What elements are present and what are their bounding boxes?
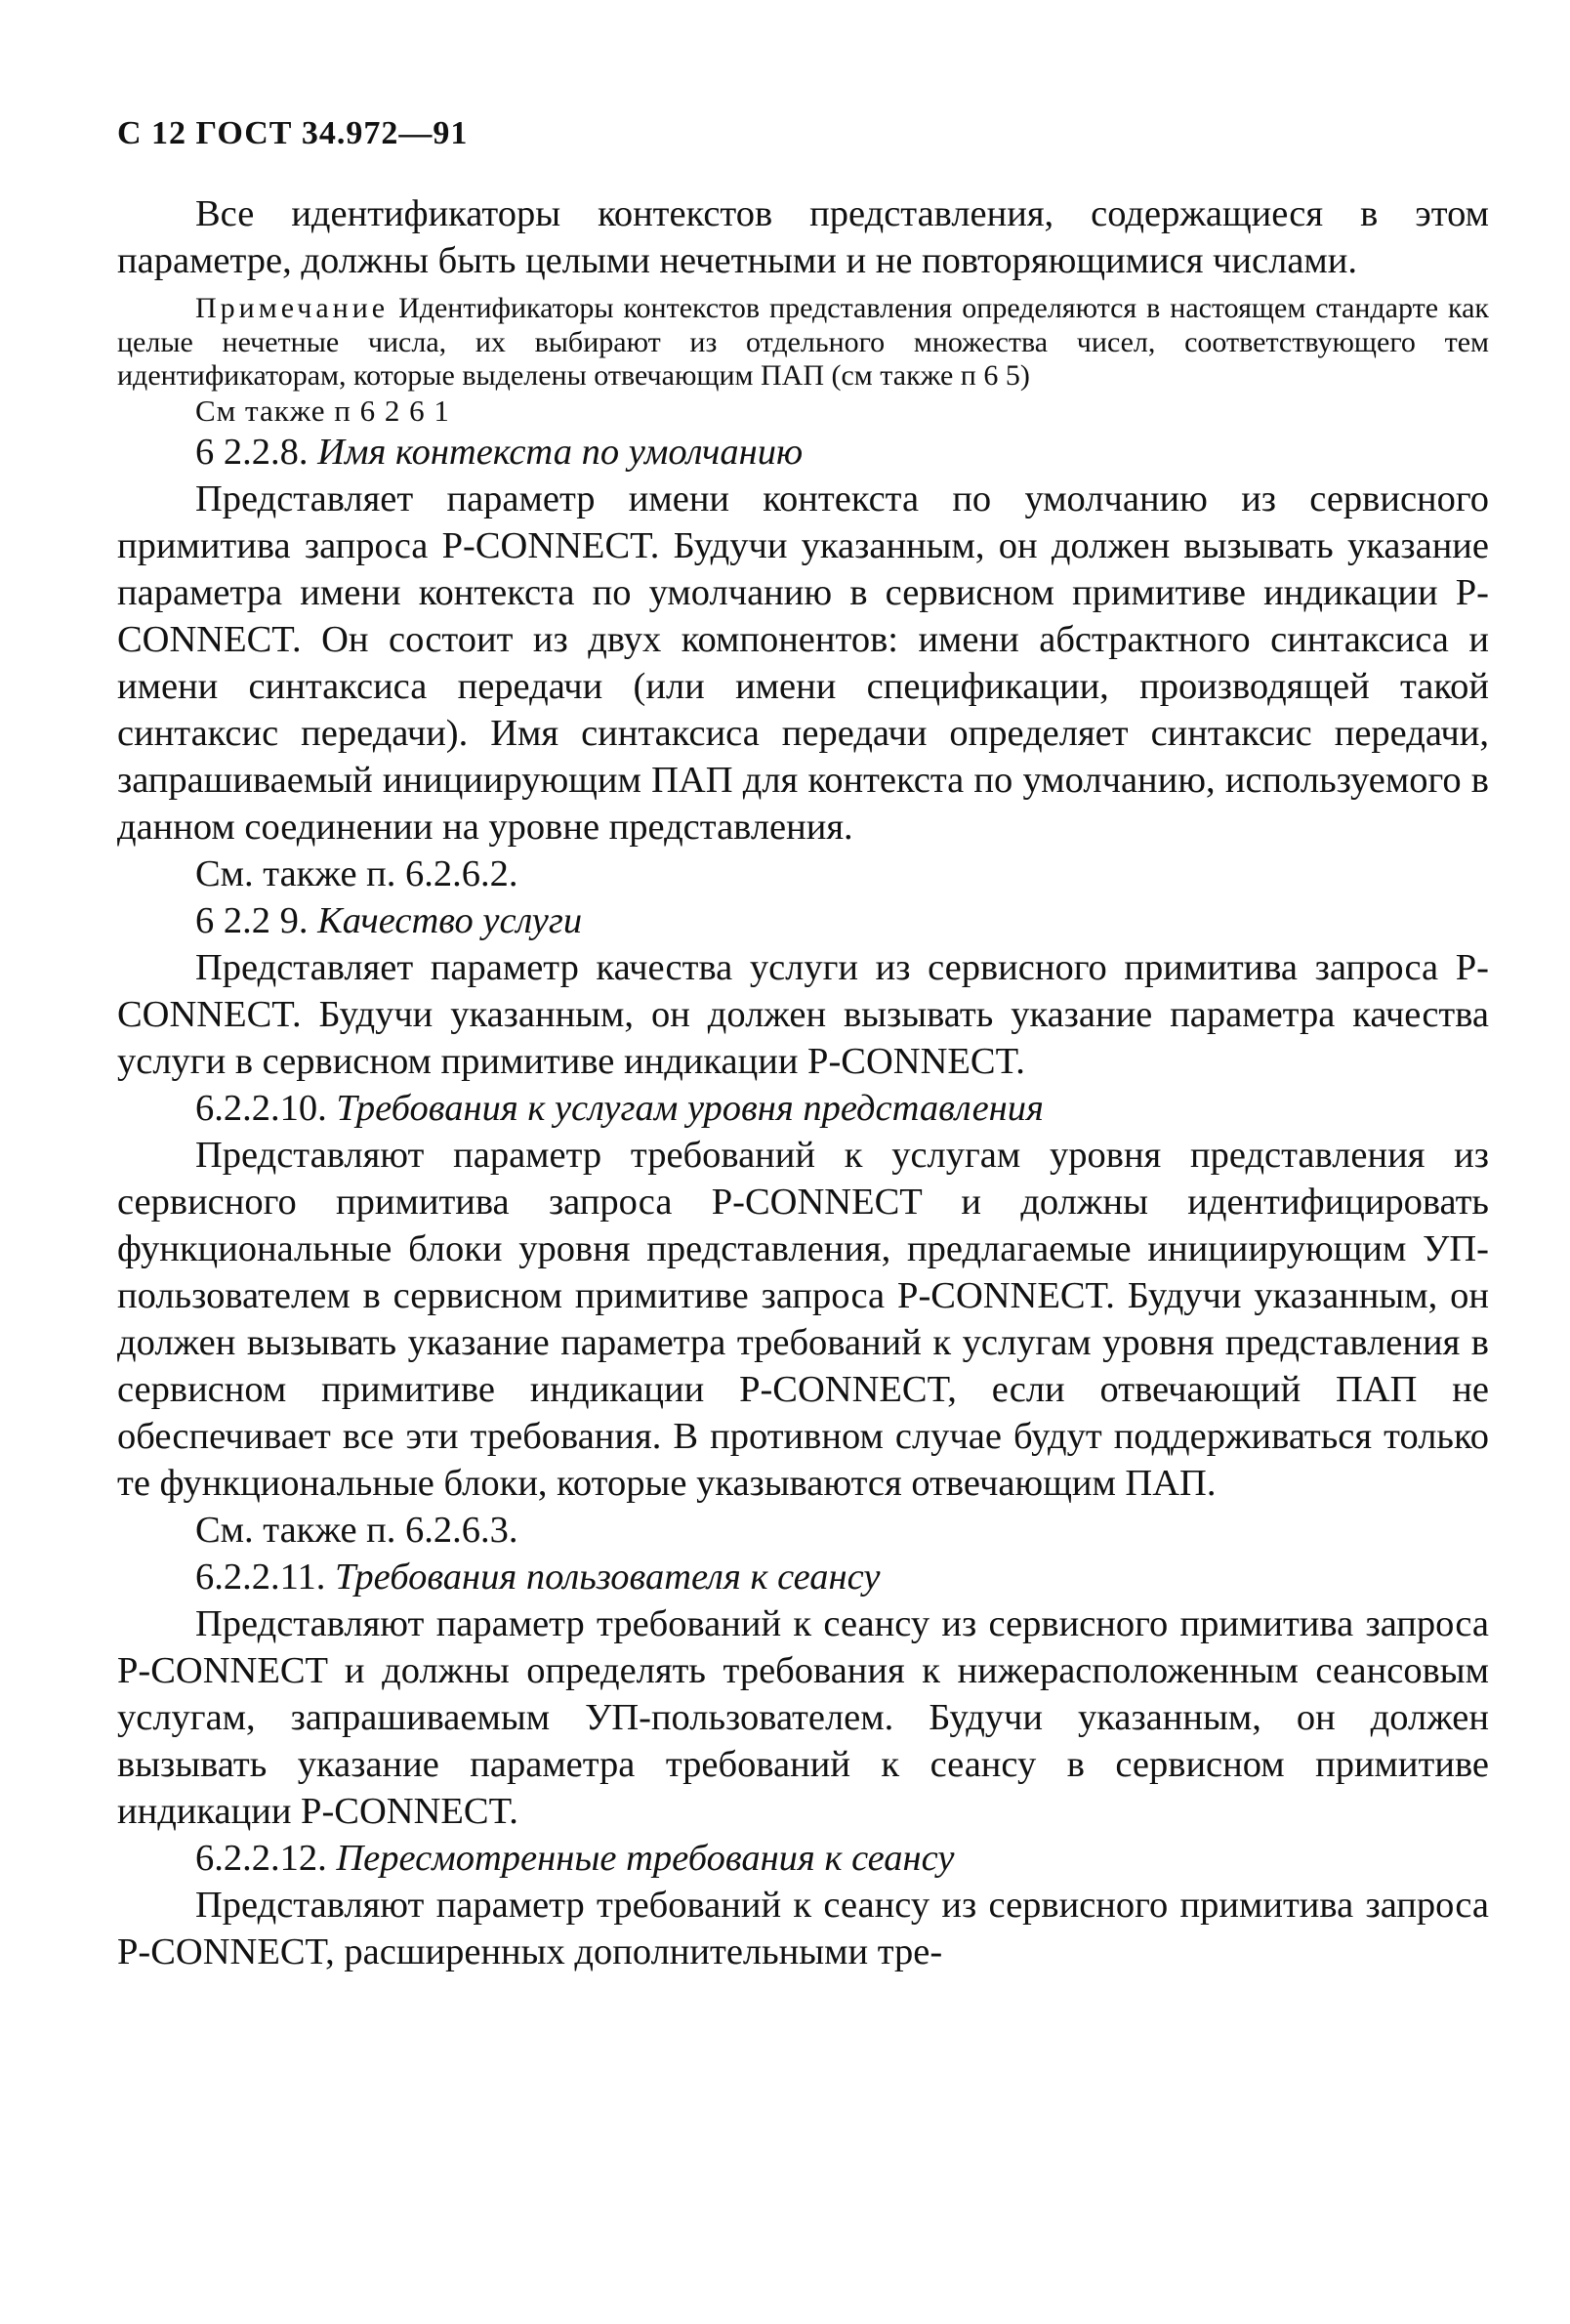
section-number: 6 2.2 9. xyxy=(195,899,318,941)
see-also-62210: См. также п. 6.2.6.3. xyxy=(195,1509,518,1551)
paragraph-62212: Представляют параметр требований к сеансу из сервисного примитива запроса P-CONNECT, расширенных дополнительными тре- xyxy=(117,1884,1489,1972)
section-title: Требования к услугам уровня представления xyxy=(336,1087,1044,1129)
paragraph-6229: Представляет параметр качества услуги из сервисного примитива запроса P-CONNECT. Будучи указанным, он должен вызывать указание параметра качества услуги в сервисном примитиве индикации P-CONNECT. xyxy=(117,946,1489,1082)
paragraph-identifiers: Все идентификаторы контекстов представления, содержащиеся в этом параметре, должны быть целыми нечетными и не повторяющимися числами. xyxy=(117,193,1489,281)
section-title: Качество услуги xyxy=(317,899,583,941)
section-title: Имя контекста по умолчанию xyxy=(317,431,804,473)
paragraph-62211: Представляют параметр требований к сеансу из сервисного примитива запроса P-CONNECT и должны определять требования к нижерасположенным сеансовым услугам, запрашиваемым УП-пользователем. Будучи указанным, он должен вызывать указание параметра требований к сеансу в сервисном примитиве индикации P-CONNECT. xyxy=(117,1602,1489,1832)
note-body: Идентификаторы контекстов представления определяются в настоящем стандарте как целые нечетные числа, их выбирают из отдельного множества чисел, соответствующего тем идентификаторам, которые выделены отвечающим ПАП (см также п 6 5) xyxy=(117,292,1489,392)
note-lead: Примечание xyxy=(195,292,390,324)
paragraph-6228: Представляет параметр имени контекста по умолчанию из сервисного примитива запроса P-CONNECT. Будучи указанным, он должен вызывать указание параметра имени контекста по умолчанию в сервисном примитиве индикации P-CONNECT. Он состоит из двух компонентов: имени абстрактного синтаксиса и имени синтаксиса передачи (или имени спецификации, производящей такой синтаксис передачи). Имя синтаксиса передачи определяет синтаксис передачи, запрашиваемый инициирующим ПАП для контекста по умолчанию, используемого в данном соединении на уровне представления. xyxy=(117,477,1489,848)
section-number: 6.2.2.12. xyxy=(195,1837,337,1879)
section-heading-62212 xyxy=(117,1835,1489,1882)
section-heading-62211 xyxy=(117,1554,1489,1600)
see-also-6228: См. также п. 6.2.6.2. xyxy=(195,852,518,894)
page-header: С 12 ГОСТ 34.972—91 xyxy=(117,115,469,151)
section-heading-6228 xyxy=(117,429,1489,476)
paragraph-62210: Представляют параметр требований к услугам уровня представления из сервисного примитива запроса P-CONNECT и должны идентифицировать функциональные блоки уровня представления, предлагаемые инициирующим УП-пользователем в сервисном примитиве запроса P-CONNECT. Будучи указанным, он должен вызывать указание параметра требований к услугам уровня представления в сервисном примитиве индикации P-CONNECT, если отвечающий ПАП не обеспечивает все эти требования. В противном случае будут поддерживаться только те функциональные блоки, которые указываются отвечающим ПАП. xyxy=(117,1134,1489,1504)
section-number: 6 2.2.8. xyxy=(195,431,318,473)
document-body xyxy=(117,190,1489,1975)
section-title: Требования пользователя к сеансу xyxy=(334,1556,881,1598)
section-number: 6.2.2.11. xyxy=(195,1556,335,1598)
section-heading-62210 xyxy=(117,1085,1489,1132)
section-title: Пересмотренные требования к сеансу xyxy=(336,1837,955,1879)
note-block xyxy=(117,292,1489,394)
section-number: 6.2.2.10. xyxy=(195,1087,337,1129)
section-heading-6229 xyxy=(117,897,1489,944)
note-see-also: См также п 6 2 6 1 xyxy=(195,393,450,428)
